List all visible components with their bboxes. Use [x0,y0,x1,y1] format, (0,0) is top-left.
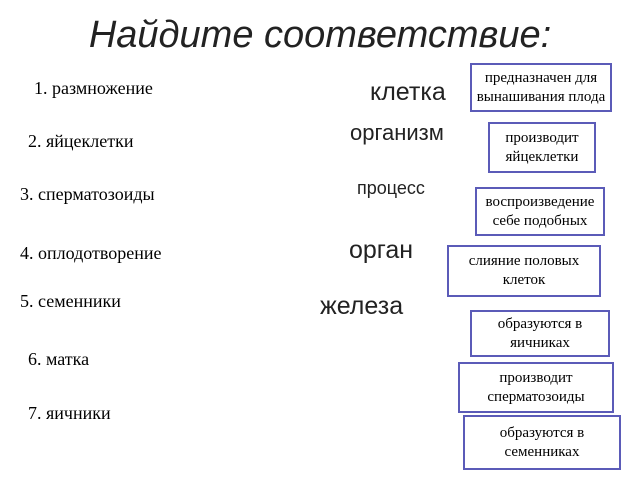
box-fusion-of-cells-label: слияние половых клеток [468,253,580,288]
box-fusion-of-cells[interactable] [447,245,601,297]
box-formed-in-ovaries-label: образуются в яичниках [497,315,583,351]
item-fertilization[interactable]: 4. оплодотворение [20,243,162,263]
item-ovaries[interactable]: 7. яичники [28,403,111,423]
page-title: Найдите соответствие: [88,14,552,56]
box-self-reproduction-label: воспроизведение себе подобных [485,193,595,229]
term-organism[interactable]: организм [350,120,444,145]
box-produces-eggs[interactable] [488,122,596,173]
box-gestation-label: предназначен для вынашивания плода [476,69,606,105]
box-formed-in-ovaries[interactable] [470,310,610,357]
item-uterus[interactable]: 6. матка [28,349,90,369]
box-formed-in-testes-label: образуются в семенниках [499,424,585,460]
box-produces-eggs-label: производит яйцеклетки [505,129,579,165]
box-gestation[interactable] [470,63,612,112]
term-organ[interactable]: орган [349,236,414,264]
term-process[interactable]: процесс [357,178,425,198]
item-eggs[interactable]: 2. яйцеклетки [28,131,134,151]
term-cell[interactable]: клетка [370,78,446,106]
box-formed-in-testes[interactable] [463,415,621,470]
box-produces-sperm[interactable] [458,362,614,413]
box-produces-sperm-label: производит сперматозоиды [487,369,585,405]
term-gland[interactable]: железа [320,292,404,320]
item-testes[interactable]: 5. семенники [20,291,121,311]
item-reproduction[interactable]: 1. размножение [34,78,153,98]
box-self-reproduction[interactable] [475,187,605,236]
item-sperm[interactable]: 3. сперматозоиды [20,184,155,204]
